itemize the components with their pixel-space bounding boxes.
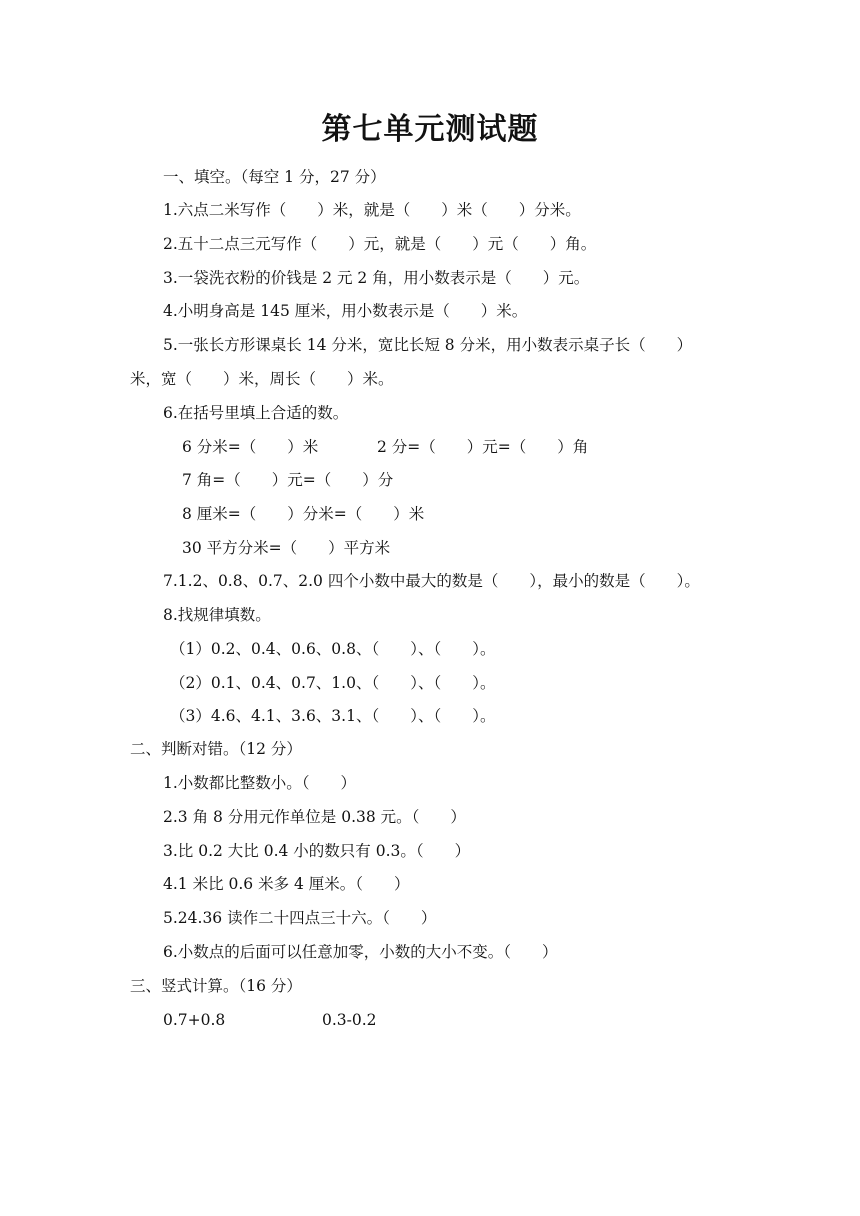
question-1-1: 1.六点二米写作（ ）米，就是（ ）米（ ）分米。 [163,201,581,219]
question-2-6: 6.小数点的后面可以任意加零，小数的大小不变。（ ） [163,943,558,961]
question-1-6c: 7 角=（ ）元=（ ）分 [182,471,394,489]
question-1-7: 7.1.2、0.8、0.7、2.0 四个小数中最大的数是（ ），最小的数是（ ）。 [163,572,700,590]
question-1-3: 3.一袋洗衣粉的价钱是 2 元 2 角，用小数表示是（ ）元。 [163,269,590,287]
question-1-6e: 30 平方分米=（ ）平方米 [182,539,391,557]
section-3-header: 三、竖式计算。（16 分） [130,977,302,995]
question-2-2: 2.3 角 8 分用元作单位是 0.38 元。（ ） [163,808,466,826]
question-1-6b: 2 分=（ ）元=（ ）角 [377,438,589,456]
section-1-header: 一、填空。（每空 1 分，27 分） [163,168,386,186]
question-1-4: 4.小明身高是 145 厘米，用小数表示是（ ）米。 [163,302,528,320]
question-2-1: 1.小数都比整数小。（ ） [163,774,357,792]
section-2-header: 二、判断对错。（12 分） [130,740,302,758]
question-1-8c: （3）4.6、4.1、3.6、3.1、（ ）、（ ）。 [170,707,496,725]
question-1-6: 6.在括号里填上合适的数。 [163,404,349,422]
question-1-6d: 8 厘米=（ ）分米=（ ）米 [182,505,425,523]
question-1-5b: 米，宽（ ）米，周长（ ）米。 [130,370,394,388]
question-1-8: 8.找规律填数。 [163,606,271,624]
question-1-8b: （2）0.1、0.4、0.7、1.0、（ ）、（ ）。 [170,674,496,692]
page-title: 第七单元测试题 [321,112,539,147]
question-1-8a: （1）0.2、0.4、0.6、0.8、（ ）、（ ）。 [170,640,496,658]
question-2-5: 5.24.36 读作二十四点三十六。（ ） [163,909,437,927]
question-2-4: 4.1 米比 0.6 米多 4 厘米。（ ） [163,875,410,893]
question-1-2: 2.五十二点三元写作（ ）元，就是（ ）元（ ）角。 [163,235,597,253]
question-1-6a: 6 分米=（ ）米 [182,438,319,456]
question-2-3: 3.比 0.2 大比 0.4 小的数只有 0.3。（ ） [163,842,471,860]
expression-1: 0.7+0.8 [163,1011,226,1029]
expression-2: 0.3-0.2 [322,1011,377,1029]
question-1-5a: 5.一张长方形课桌长 14 分米，宽比长短 8 分米，用小数表示桌子长（ ） [163,336,693,354]
